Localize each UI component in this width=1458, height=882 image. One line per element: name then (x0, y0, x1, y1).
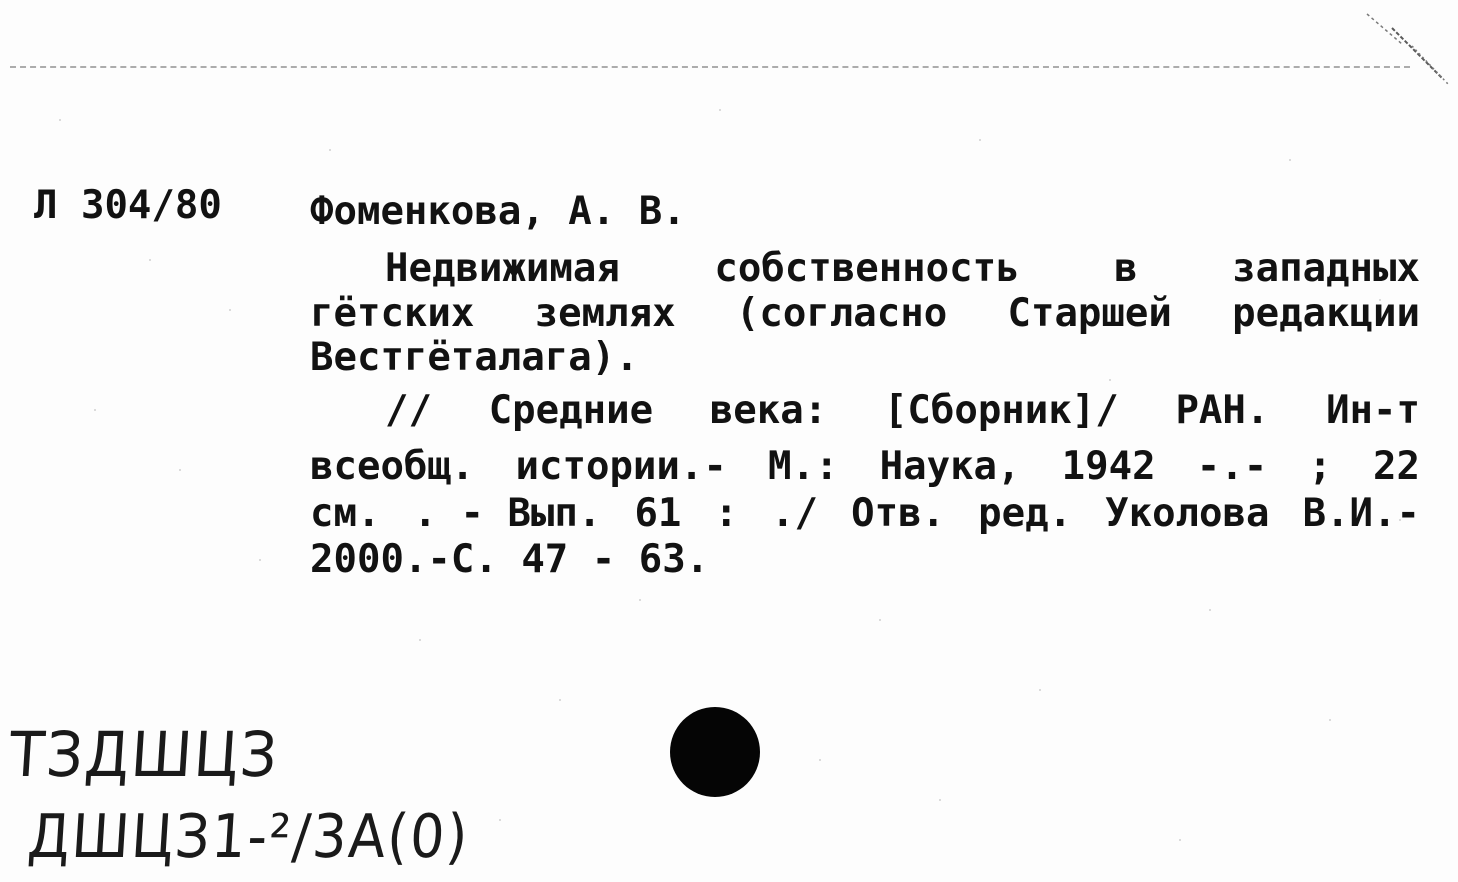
source-word: РАН. (1175, 388, 1270, 433)
source-word: [Сборник]/ (883, 388, 1119, 433)
title-word: редакции (1232, 291, 1420, 336)
corner-scratch-marks (1362, 6, 1452, 86)
source-word: ; (1308, 444, 1332, 489)
source-word: В.И.- (1302, 491, 1420, 536)
source-word: : (714, 491, 738, 536)
source-word: см. (310, 491, 381, 536)
title-line-1 (385, 247, 1420, 291)
source-line-1 (385, 389, 1420, 433)
title-word: (согласно (735, 291, 948, 336)
source-word: ред. (978, 491, 1073, 536)
handwritten-code-2: ДШЦЗ1-²/3А(0) (25, 802, 472, 872)
title-line-2 (310, 292, 1420, 336)
handwritten-code-1: ТЗДШЦЗ (7, 718, 281, 791)
title-word: собственность (714, 246, 1020, 291)
source-word: М.: (768, 444, 839, 489)
title-word: в (1114, 246, 1138, 291)
author-name: Фоменкова, А. В. (310, 189, 686, 234)
title-word: гётских (310, 291, 475, 336)
source-word: Ин-т (1326, 388, 1420, 433)
source-line-2 (310, 445, 1420, 489)
source-word: 22 (1373, 444, 1420, 489)
title-line-3: Вестгёталага). (310, 335, 639, 380)
title-word: землях (534, 291, 676, 336)
source-word: Уколова (1105, 491, 1270, 536)
source-word: 61 (634, 491, 682, 536)
perforation-line (10, 66, 1410, 68)
source-word: Отв. (851, 491, 946, 536)
source-word: всеобщ. (310, 444, 475, 489)
source-line-3 (310, 492, 1420, 536)
punch-hole (670, 707, 760, 797)
source-word: 1942 (1061, 444, 1156, 489)
title-word: западных (1232, 246, 1420, 291)
title-word: Старшей (1007, 291, 1172, 336)
source-word: истории.- (515, 444, 727, 489)
source-word: . - Вып. (413, 491, 602, 536)
source-word: // (385, 388, 432, 433)
source-word: Наука, (879, 444, 1021, 489)
call-number: Л 304/80 (34, 183, 222, 228)
source-word: -.- (1196, 444, 1268, 489)
title-word: Недвижимая (385, 246, 620, 291)
source-line-4: 2000.-С. 47 - 63. (310, 537, 710, 582)
source-word: века: (709, 388, 828, 433)
source-word: ./ (771, 491, 819, 536)
source-word: Средние (488, 388, 654, 433)
